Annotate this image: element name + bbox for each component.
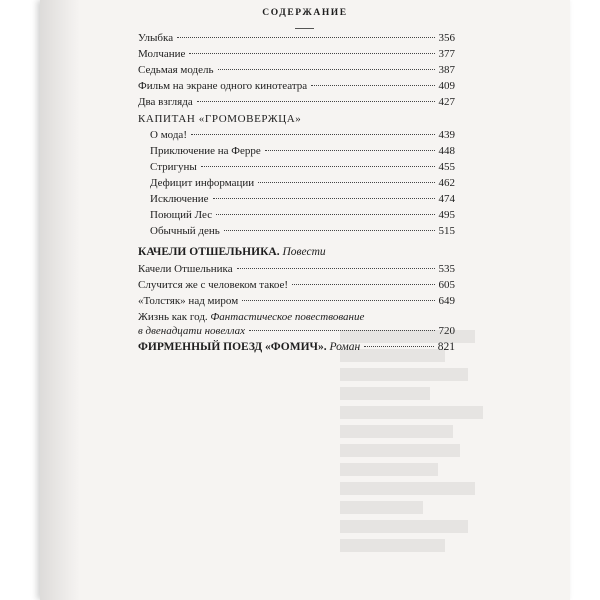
toc-entry-priklyuchenie[interactable] (150, 145, 455, 158)
section-title-separator: . (276, 246, 283, 258)
dot-leader (191, 134, 435, 135)
toc-entry-page: 474 (438, 193, 455, 205)
toc-entry-page: 439 (438, 129, 455, 141)
section-title-text: КАЧЕЛИ ОТШЕЛЬНИКА (138, 246, 277, 258)
toc-entry-title: Случится же с человеком такое! (138, 279, 289, 291)
toc-entry-title: Качели Отшельника (138, 263, 233, 275)
toc-entry-dva-vzglyada[interactable] (138, 96, 455, 109)
dot-leader (311, 85, 434, 86)
dot-leader (197, 101, 435, 102)
toc-entry-tolstyak[interactable] (138, 295, 455, 308)
toc-entry-fomich[interactable] (138, 341, 455, 354)
running-head-text: СОДЕРЖАНИЕ (262, 8, 348, 18)
toc-entry-molchanie[interactable] (138, 48, 455, 61)
toc-entry-zhizn-kak-god-line2[interactable] (138, 325, 455, 338)
toc-entry-title: Приключение на Ферре (150, 145, 261, 157)
section-title-fomich (138, 341, 360, 354)
toc-entry-page: 535 (438, 263, 455, 275)
toc-entry-page: 605 (438, 279, 455, 291)
toc-entry-page: 455 (438, 161, 455, 173)
toc-entry-zhizn-kak-god-line1[interactable] (138, 311, 364, 324)
toc-entry-page: 356 (438, 32, 455, 44)
toc-entry-title: «Толстяк» над миром (138, 295, 239, 307)
toc-entry-page: 720 (438, 325, 455, 337)
dot-leader (258, 182, 434, 183)
toc-entry-isklyuchenie[interactable] (150, 193, 455, 206)
toc-entry-striguny[interactable] (150, 161, 455, 174)
section-title-separator: . (323, 341, 330, 353)
dot-leader (249, 330, 434, 331)
toc-entry-sluchitsya[interactable] (138, 279, 455, 292)
toc-entry-page: 462 (438, 177, 455, 189)
dot-leader (224, 230, 435, 231)
toc-entry-poyushchiy-les[interactable] (150, 209, 455, 222)
toc-entry-deficit[interactable] (150, 177, 455, 190)
cycle-heading: КАПИТАН «ГРОМОВЕРЖЦА» (138, 113, 302, 125)
toc-entry-title: Стригуны (150, 161, 197, 173)
toc-entry-title: Поющий Лес (150, 209, 213, 221)
toc-entry-page: 448 (438, 145, 455, 157)
toc-entry-title: Жизнь как год. (138, 311, 211, 323)
dot-leader (242, 300, 434, 301)
toc-entry-title: Седьмая модель (138, 64, 214, 76)
dot-leader (364, 346, 434, 347)
toc-entry-title: Дефицит информации (150, 177, 255, 189)
toc-entry-title: Обычный день (150, 225, 220, 237)
toc-entry-o-moda[interactable] (150, 129, 455, 142)
toc-entry-obychnyy-den[interactable] (150, 225, 455, 238)
section-title-kacheli (138, 245, 326, 259)
toc-entry-title: О мода! (150, 129, 187, 141)
section-title-text: ФИРМЕННЫЙ ПОЕЗД «ФОМИЧ» (138, 341, 324, 353)
dot-leader (265, 150, 435, 151)
book-page (40, 0, 570, 600)
toc-entry-title: Исключение (150, 193, 209, 205)
toc-entry-page: 821 (437, 341, 455, 353)
toc-entry-film[interactable] (138, 80, 455, 93)
section-genre: Повести (282, 246, 326, 258)
toc-entry-page: 495 (438, 209, 455, 221)
toc-entry-page: 515 (438, 225, 455, 237)
toc-entry-ulybka[interactable] (138, 32, 455, 45)
dot-leader (177, 37, 434, 38)
toc-entry-page: 649 (438, 295, 455, 307)
toc-entry-page: 387 (438, 64, 455, 76)
toc-entry-page: 427 (438, 96, 455, 108)
toc-entry-page: 409 (438, 80, 455, 92)
dot-leader (216, 214, 434, 215)
dot-leader (213, 198, 435, 199)
dot-leader (218, 69, 435, 70)
toc-entry-title: Фильм на экране одного кинотеатра (138, 80, 308, 92)
section-genre: Роман (329, 341, 361, 353)
toc-entry-subtitle: в двенадцати новеллах (138, 325, 246, 337)
dot-leader (189, 53, 434, 54)
running-head-rule (295, 28, 314, 29)
dot-leader (237, 268, 435, 269)
toc-entry-title: Молчание (138, 48, 186, 60)
toc-entry-title: Улыбка (138, 32, 174, 44)
toc-entry-kacheli-otshelnika[interactable] (138, 263, 455, 276)
running-head (40, 8, 570, 18)
toc-entry-title: Два взгляда (138, 96, 193, 108)
dot-leader (292, 284, 434, 285)
toc-entry-sedmaya-model[interactable] (138, 64, 455, 77)
bleed-through-text (340, 330, 490, 570)
toc-entry-page: 377 (438, 48, 455, 60)
toc-entry-subtitle: Фантастическое повествование (210, 311, 365, 323)
dot-leader (201, 166, 435, 167)
